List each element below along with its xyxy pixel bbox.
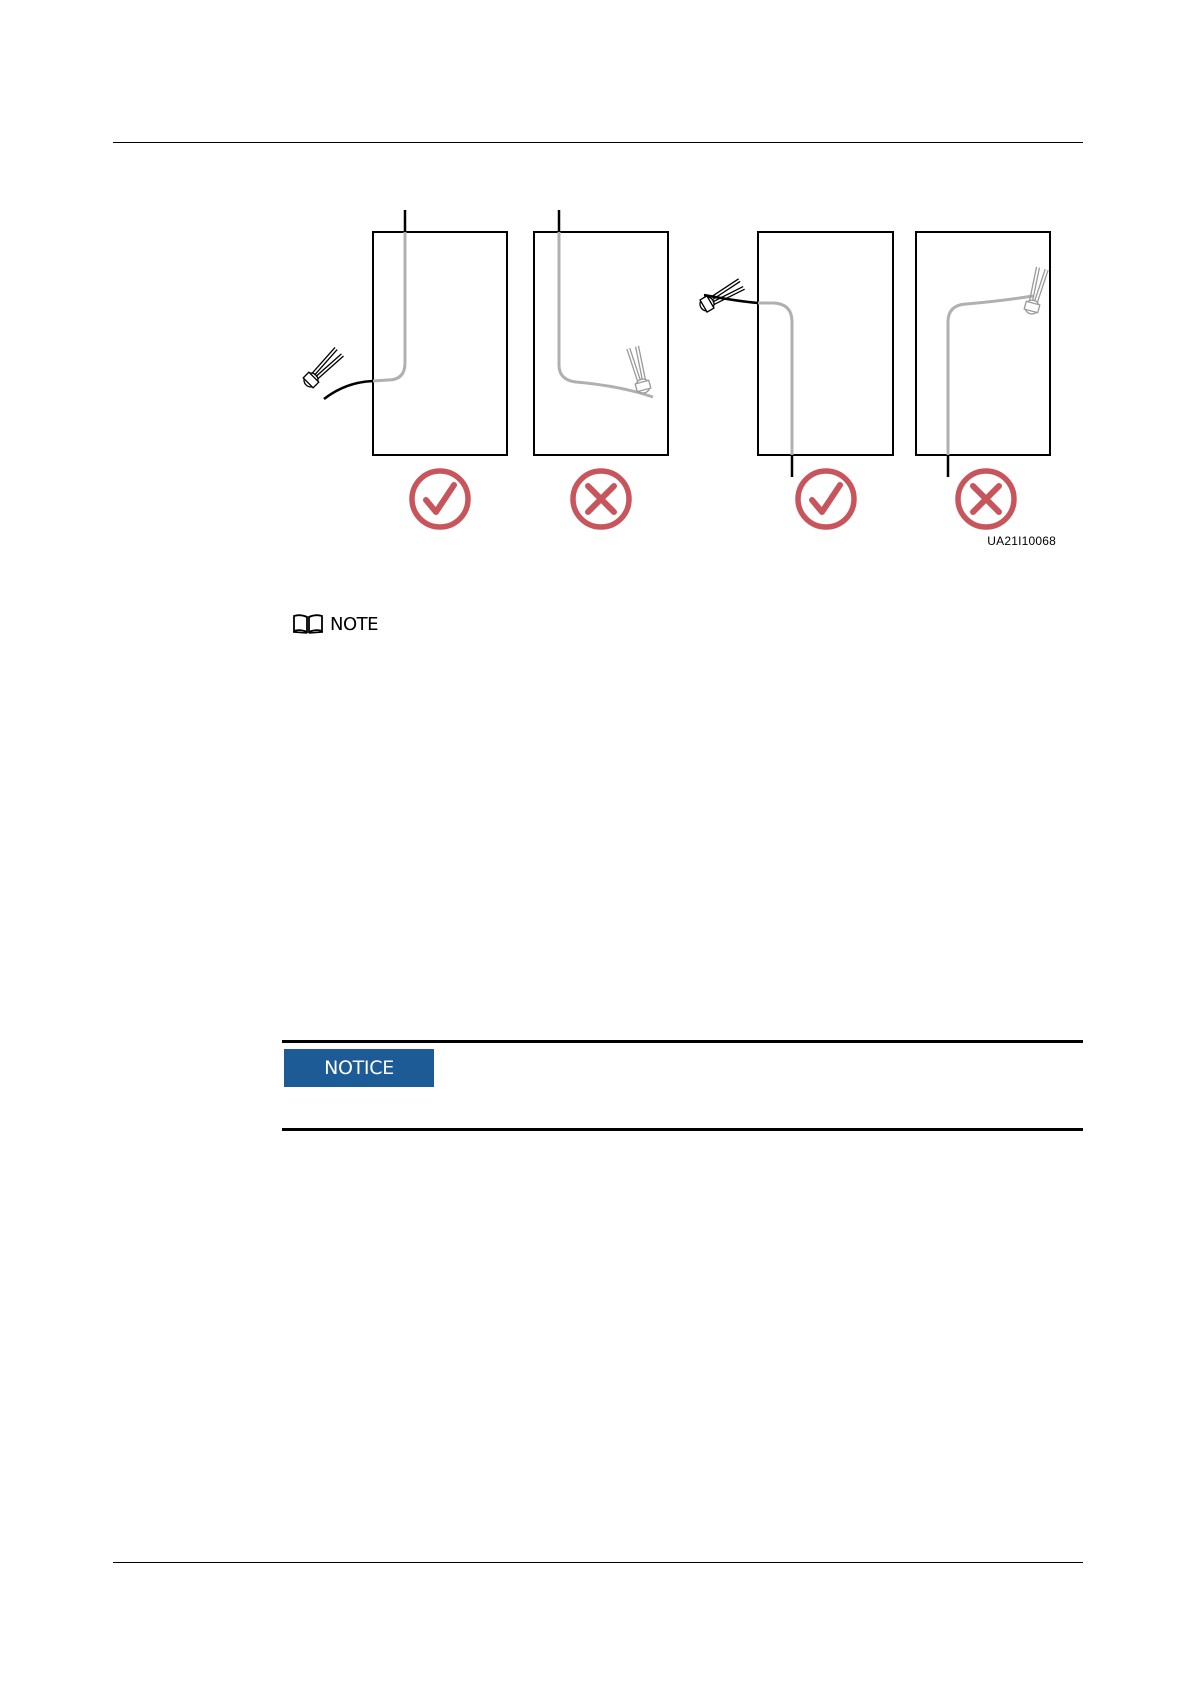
crimping-tool-icon [301,347,344,390]
panel-3-correct [697,232,893,477]
notice-top-rule [282,1040,1083,1043]
cable-routing-figure [276,200,1056,555]
cross-icon [573,471,629,527]
notice-badge: NOTICE [284,1049,434,1087]
panel-2-incorrect [534,210,668,455]
crimping-tool-icon [626,346,652,395]
note-label: NOTE [330,613,379,635]
note-heading [292,610,378,638]
header-rule [113,142,1083,143]
notice-bottom-rule [282,1128,1083,1131]
figure-code: UA21I10068 [987,534,1056,548]
footer-rule [113,1562,1083,1563]
cross-icon [958,471,1014,527]
panel-1-correct [301,210,507,455]
book-icon [292,613,324,635]
check-icon [798,471,854,527]
crimping-tool-icon [1023,267,1049,316]
check-icon [412,471,468,527]
panel-4-incorrect [916,232,1050,477]
